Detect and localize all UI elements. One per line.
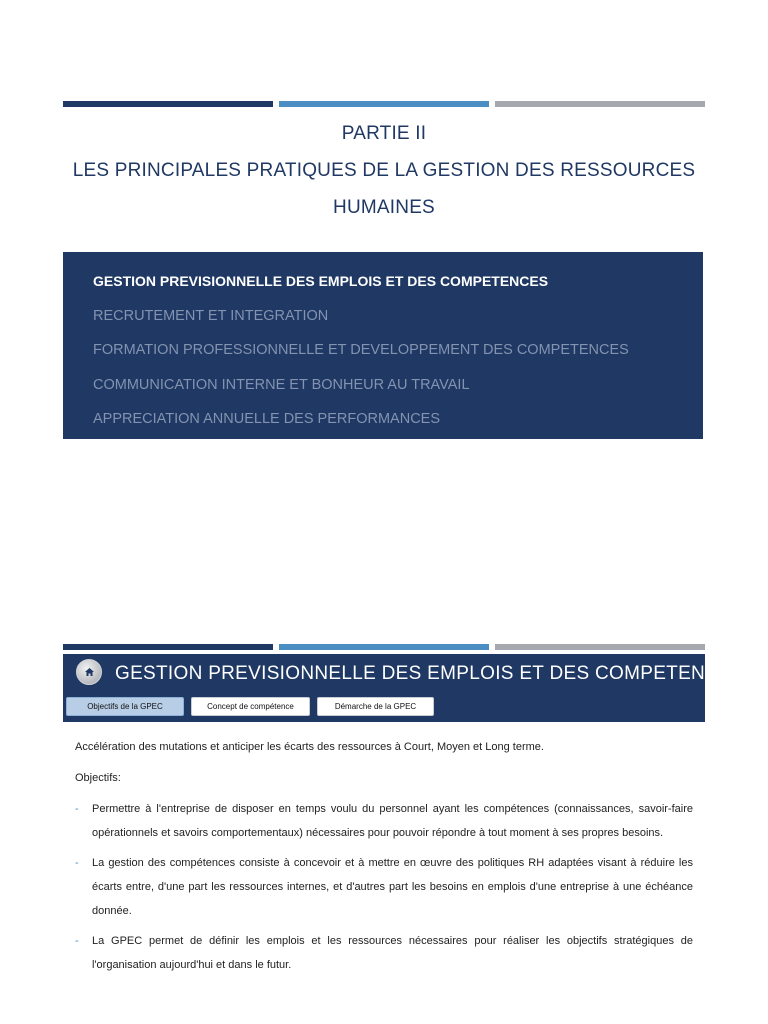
home-button[interactable] [76,659,102,685]
dash-bullet-icon: - [75,935,79,947]
slide2-accent-bars [63,644,705,650]
chapter-menu [63,252,703,439]
slide1-title-line1: LES PRINCIPALES PRATIQUES DE LA GESTION DES RESSOURCES [72,160,696,181]
dash-bullet-icon: - [75,857,79,869]
objectives-list [75,797,693,977]
slide2-body [75,735,693,983]
section-tabs [66,697,434,716]
menu-item-recrutement[interactable]: RECRUTEMENT ET INTEGRATION [93,307,329,324]
accent-bar-blue [279,644,489,650]
slide1-accent-bars [63,101,705,107]
bullet-text: Permettre à l'entreprise de disposer en temps voulu du personnel ayant les compétences (connaissances, savoir-faire opérationnels et savoirs comportementaux) nécessaires pour pouvoir répondre à tout moment à ses propres besoins. [92,803,693,839]
menu-item-formation[interactable]: FORMATION PROFESSIONNELLE ET DEVELOPPEMENT DES COMPETENCES [93,342,629,358]
bullet-text: La gestion des compétences consiste à concevoir et à mettre en œuvre des politiques RH adaptées visant à réduire les écarts entre, d'une part les ressources internes, et d'autres part les besoins en emplois d'une entreprise à une échéance donnée. [92,857,693,917]
accent-bar-navy [63,101,273,107]
list-item [75,797,693,845]
tab-concept[interactable]: Concept de compétence [191,697,310,716]
tab-demarche[interactable]: Démarche de la GPEC [317,697,434,716]
menu-item-gpec[interactable]: GESTION PREVISIONNELLE DES EMPLOIS ET DES COMPETENCES [93,273,549,289]
list-item [75,851,693,923]
accent-bar-gray [495,644,705,650]
part-label: PARTIE II [341,123,427,144]
accent-bar-gray [495,101,705,107]
house-icon [84,667,95,677]
objectives-label: Objectifs: [75,772,121,784]
bullet-text: La GPEC permet de définir les emplois et les ressources nécessaires pour réaliser les objectifs stratégiques de l'organisation aujourd'hui et dans le futur. [92,935,693,971]
accent-bar-blue [279,101,489,107]
list-item [75,929,693,977]
slide1-title-line2: HUMAINES [333,197,435,218]
menu-item-appreciation[interactable]: APPRECIATION ANNUELLE DES PERFORMANCES [93,411,441,427]
dash-bullet-icon: - [75,803,79,815]
slide2-header [63,654,746,722]
intro-text: Accélération des mutations et anticiper les écarts des ressources à Court, Moyen et Long terme. [75,741,544,753]
tab-objectifs[interactable]: Objectifs de la GPEC [66,697,184,716]
menu-item-communication[interactable]: COMMUNICATION INTERNE ET BONHEUR AU TRAVAIL [93,376,470,393]
slide2-title: GESTION PREVISIONNELLE DES EMPLOIS ET DES COMPETENCES [115,663,746,684]
accent-bar-navy [63,644,273,650]
